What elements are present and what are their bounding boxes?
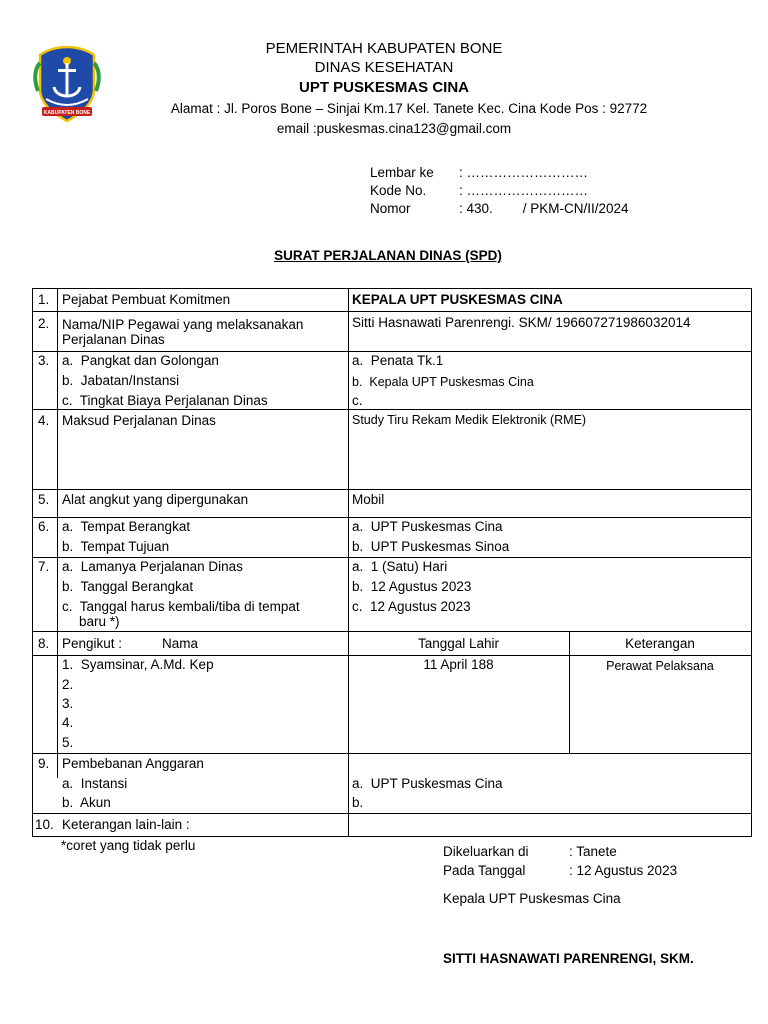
row-2: 2. Nama/NIP Pegawai yang melaksanakan Perjalanan Dinas Sitti Hasnawati Parenrengi. SKM/ 196607271986032014 [33,311,751,352]
row-9: 9. Pembebanan Anggaran a. Instansi b. Akun a. UPT Puskesmas Cina b. [33,753,751,814]
row-10: 10. Keterangan lain-lain : [33,813,751,837]
dikeluarkan-label: Dikeluarkan di [443,844,529,859]
spd-table [32,288,752,837]
header-government: PEMERINTAH KABUPATEN BONE [265,40,503,57]
pejabat-label: Pejabat Pembuat Komitmen [62,292,231,307]
tanggal-label: Pada Tanggal [443,863,526,878]
footer-note: *coret yang tidak perlu [61,838,196,853]
col-tanggal-lahir: Tanggal Lahir [417,636,500,651]
header-email: email :puskesmas.cina123@gmail.com [276,121,512,136]
row-5: 5. Alat angkut yang dipergunakan Mobil [33,489,751,518]
row-3: 3. a. Pangkat dan Golongan b. Jabatan/Instansi c. Tingkat Biaya Perjalanan Dinas a. Penata Tk.1 b. Kepala UPT Puskesmas Cina c. [33,351,751,410]
header-department: DINAS KESEHATAN [314,59,454,76]
row-8-header: 8. Pengikut : Nama Tanggal Lahir Keterangan [33,631,751,656]
lembar-label: Lembar ke [370,165,434,180]
svg-text:KABUPATEN BONE: KABUPATEN BONE [43,110,91,116]
col-nama: Nama [162,636,199,651]
kode-label: Kode No. [370,183,427,198]
maksud-value: Study Tiru Rekam Medik Elektronik (RME) [352,413,587,427]
kode-value: : ……………………… [459,183,589,198]
row-4: 4. Maksud Perjalanan Dinas Study Tiru Rekam Medik Elektronik (RME) [33,409,751,490]
lembar-value: : ……………………… [459,165,589,180]
dikeluarkan-value: : Tanete [569,844,617,859]
nomor-value: : 430. / PKM-CN/II/2024 [459,201,629,216]
pengikut-1: 1. Syamsinar, A.Md. Kep [62,657,214,672]
row-1: 1. Pejabat Pembuat Komitmen KEPALA UPT PUSKESMAS CINA [33,289,751,311]
signatory-title: Kepala UPT Puskesmas Cina [443,891,621,906]
document-title: SURAT PERJALANAN DINAS (SPD) [274,248,502,263]
pegawai-value: Sitti Hasnawati Parenrengi. SKM/ 196607271986032014 [352,315,691,330]
tanggal-value: : 12 Agustus 2023 [569,863,678,878]
header-address: Alamat : Jl. Poros Bone – Sinjai Km.17 Kel. Tanete Kec. Cina Kode Pos : 92772 [170,101,648,116]
header-institution: UPT PUSKESMAS CINA [298,79,470,96]
nomor-label: Nomor [370,201,411,216]
pejabat-value: KEPALA UPT PUSKESMAS CINA [352,292,563,307]
signatory-name: SITTI HASNAWATI PARENRENGI, SKM. [443,951,694,966]
row-7: 7. a. Lamanya Perjalanan Dinas b. Tanggal Berangkat c. Tanggal harus kembali/tiba di tempat baru *) a. 1 (Satu) Hari b. 12 Agustus 2023 c. 12 Agustus 2023 [33,557,751,632]
row-6: 6. a. Tempat Berangkat b. Tempat Tujuan a. UPT Puskesmas Cina b. UPT Puskesmas Sinoa [33,517,751,558]
row-8-pengikut: 1. Syamsinar, A.Md. Kep 2. 3. 4. 5. 11 April 188 Perawat Pelaksana [33,655,751,754]
col-keterangan: Keterangan [625,636,695,651]
